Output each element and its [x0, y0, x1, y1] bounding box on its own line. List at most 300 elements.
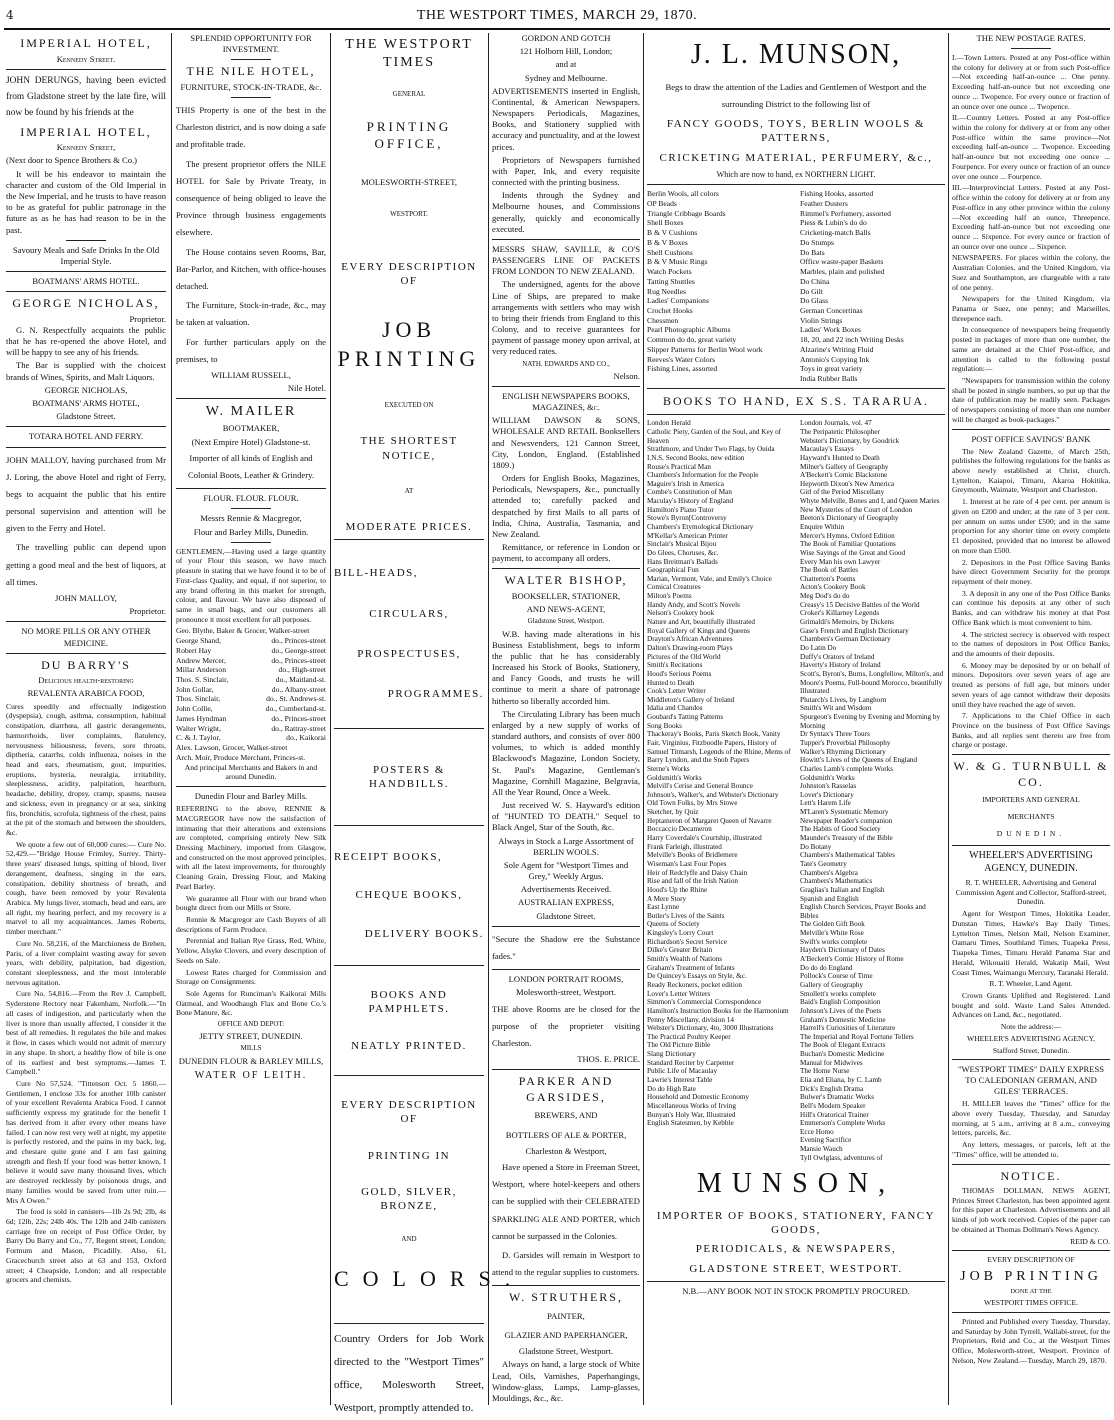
list-item: Pollock's Course of Time	[800, 972, 873, 981]
list-item: Dr Syntax's Three Tours	[800, 730, 870, 739]
ad-text: The House contains seven Rooms, Bar, Bar-Parlor, and Kitchen, with office-houses detached.	[176, 246, 326, 291]
ad-subheading: BOTTLERS OF ALE & PORTER,	[505, 1129, 627, 1140]
agent-name: Thos. S. Sinclair,	[176, 675, 229, 685]
ad-heading: IMPERIAL HOTEL,	[20, 36, 152, 50]
agent-location: do., Albany-street	[271, 684, 326, 694]
divider	[334, 1323, 484, 1324]
agent-row	[176, 685, 326, 695]
list-item: Triangle Cribbage Boards	[647, 208, 726, 218]
list-item: Lover's Dictionary	[800, 790, 854, 799]
agent-name: C. & J. Taylor,	[176, 733, 221, 743]
ad-text: DUNEDIN FLOUR & BARLEY MILLS,	[178, 1055, 324, 1066]
divider	[647, 388, 945, 389]
agent-location: do., High-street	[278, 665, 326, 675]
ad-heading: PRINTING OFFICE,	[366, 119, 452, 152]
list-item: Grimaldi's Memoirs, by Dickens	[800, 618, 894, 627]
list-item: Do Bats	[800, 247, 825, 257]
ad-text: GLADSTONE STREET, WESTPORT.	[689, 1262, 903, 1275]
list-item: Hepworth Dixon's New America	[800, 479, 895, 488]
ad-subheading: FURNITURE, STOCK-IN-TRADE, &c.	[180, 81, 322, 92]
ad-text: Indents through the Sydney and Melbourne houses, and Commissions generally, quickly and economically executed.	[492, 190, 640, 234]
ad-subheading: AND NEWS-AGENT,	[526, 604, 606, 615]
list-item: Smith's Wealth of Nations	[647, 955, 723, 964]
ad-text: The Bar is supplied with the choicest brands of Wines, Spirits, and Malt Liquors.	[6, 360, 166, 382]
ad-signature: JOHN MALLOY,	[55, 593, 117, 604]
ad-text: IMPORTER OF BOOKS, STATIONERY, FANCY GOODS,	[656, 1209, 936, 1237]
ad-text: Lowest Rates charged for Commission and Storage on Consignments.	[176, 967, 326, 987]
list-item: Dilke's Greater Britain	[647, 946, 713, 955]
ad-signature: THOS. E. PRICE.	[577, 1054, 640, 1065]
divider	[1011, 48, 1051, 49]
list-item: Royal Gallery of Kings and Queens	[647, 626, 750, 635]
list-item: The Home Nurse	[800, 1067, 850, 1076]
ad-text: Importer of all kinds of English and Colonial Boots, Leather & Grindery.	[188, 452, 314, 480]
divider	[492, 1069, 640, 1070]
ad-text: GENTLEMEN,—Having used a large quantity of your Flour this season, we have much pleasure in stating that we have found it to be of First-class Quality, and equal, if not superior, to any brand offering in this market for strength, colour, and flavour. We have also disposed of same in small bags, and our customers all pronounce it most excellent for all purposes.	[176, 546, 326, 624]
list-item: Spurgeon's Evening by Evening and Morning by Morning	[800, 713, 941, 730]
list-item: Melvill's Cerise and General Bounce	[647, 782, 753, 791]
list-item: 18, 20, and 22 inch Writing Desks	[800, 335, 904, 345]
list-item: The Practical Poultry Keeper	[647, 1032, 731, 1041]
agent-row	[176, 753, 326, 763]
ad-text: Have opened a Store in Freeman Street, Westport, where hotel-keepers and others can be supplied with their CELEBRATED SPARKLING ALE AND PORTER, which cannot be surpassed in the Colonies.	[492, 1162, 640, 1241]
list-item: Do do High Rate	[647, 1084, 696, 1093]
ad-text: COLORS.	[334, 1265, 525, 1291]
divider	[492, 239, 640, 240]
column-rule	[330, 33, 331, 1405]
ad-subheading: 121 Holborn Hill, London;	[519, 46, 613, 57]
list-item: Graham's Treatment of Infants	[647, 963, 735, 972]
list-item: Shell Cushions	[647, 247, 693, 257]
list-item: Harrell's Curiosities of Literature	[800, 1024, 896, 1033]
list-item: OP Beads	[647, 199, 677, 209]
divider	[334, 539, 484, 540]
list-item: Swift's works complete	[800, 937, 868, 946]
ad-text: Sole Agent for "Westport Times and Grey," Weekly Argus.	[503, 859, 629, 882]
list-item: Bulwer's Dramatic Works	[800, 1093, 875, 1102]
ad-subheading: BOOTMAKER,	[222, 423, 280, 434]
list-item: Handy Andy, and Scott's Novels	[647, 600, 740, 609]
ad-text: MOLESWORTH-STREET,	[361, 177, 457, 188]
list-item: Heptameron of Margaret Queen of Navarre	[647, 816, 772, 825]
ad-text: THE SHORTEST NOTICE,	[360, 435, 458, 462]
list-item: B & V Cushions	[647, 228, 698, 238]
list-item: Household and Domestic Economy	[647, 1093, 750, 1102]
ad-subheading: Gladstone Street, Westport.	[527, 617, 605, 626]
ad-text: Savoury Meals and Safe Drinks In the Old Imperial Style.	[12, 244, 160, 266]
ad-text: The Circulating Library has been much enlarged by a new supply of works of standard authors, and consists of over 800 volumes, to which is added monthly Blackwood's Magazine, London Society, St. Paul's Magazine, Gentleman's Magazine, Cornhill Magazine, Belgravia, All the Year Round, Once a Week.	[492, 708, 640, 797]
list-item: Wise Sayings of the Great and Good	[800, 548, 906, 557]
agents-list	[176, 626, 326, 762]
list-item: Pearl Photographic Albums	[647, 325, 731, 335]
newspaper-title: THE WESTPORT TIMES, MARCH 29, 1870.	[416, 8, 698, 23]
list-item: Hood's Up the Rhine	[647, 885, 708, 894]
list-item: Alzarine's Writing Fluid	[800, 344, 874, 354]
ad-text: NEWSPAPERS. For places within the colony, the Australian Colonies, and the United Kingdom, via Suez and Southampton, are chargeable with a rate of one penny.	[952, 253, 1110, 292]
agent-name: Robert Hay	[176, 645, 212, 655]
list-item: Chambers's German Dictionary	[800, 635, 891, 644]
ad-text: (Next door to Spence Brothers & Co.)	[6, 155, 138, 166]
ad-text: BOOKS AND PAMPHLETS.	[368, 989, 450, 1016]
list-item: Enquire Within	[800, 522, 845, 531]
ad-text: Any letters, messages, or parcels, left at the "Times" office, will be attended to.	[952, 1140, 1110, 1159]
list-item: Bell's Modern Speaker	[800, 1101, 866, 1110]
ad-text: REFERRING to the above, RENNIE & MACGREGOR have now the satisfaction of intimating that their alterations and extensions are completed, comprising entirely New Silk Dressing Machinery, imported from Glasgow, and constructed on the most approved principles, with all the latest improvements, for thoroughly Cleaning Grain, Dressing Flour, and Making Pearl Barley.	[176, 804, 326, 891]
ad-subheading: BOOKSELLER, STATIONER,	[511, 591, 621, 602]
list-item: A'Beckett's Comic Blackstone	[800, 471, 888, 480]
list-item: Emmerson's Complete Works	[800, 1119, 886, 1128]
list-item: Marian, Vermont, Vale, and Emily's Choice	[647, 574, 772, 583]
list-item: Hamilton's Instruction Books for the Harmonium	[647, 1006, 789, 1015]
ad-subheading: Sydney and Melbourne.	[524, 72, 608, 83]
ad-subheading: IMPORTERS AND GENERAL	[982, 794, 1080, 804]
ad-text: NEATLY PRINTED.	[351, 1039, 467, 1052]
ad-text: EVERY DESCRIPTION OF	[341, 1098, 477, 1126]
list-item: Ladies' Work Boxes	[800, 325, 861, 335]
list-item: Nelson's Cookery book	[647, 609, 715, 618]
column-rule	[643, 33, 644, 1405]
ad-text: Cure No. 58,216, of the Marchioness de Brehen, Paris, of a liver complaint wasting away for seven years, with debility, palpitation, bad digestion, constant sleeplessness, and the most intolerable nervous agitation.	[6, 938, 166, 987]
masthead	[0, 0, 1114, 30]
list-item: Tupper's Proverbial Philosophy	[800, 739, 891, 747]
divider	[952, 1059, 1110, 1060]
ad-text: 7. Applications to the Chief Office in each Province on the business of Post Office Savings Banks, and all replies sent thereto are free from charge or postage.	[952, 711, 1110, 750]
ad-text: The New Zealand Gazette, of March 25th, publishes the following regulations for the banks as above newly established at Christ, church, Lyttelton, Kaiapoi, Timaru, Akaroa Hokitika, Greymouth, Waimate, Westport and Charleston.	[952, 446, 1110, 495]
divider	[6, 653, 166, 654]
list-item: The Old Picture Bible	[647, 1041, 711, 1050]
list-item: Whyte Melville, Bones and I, and Queen Maries	[800, 497, 940, 506]
divider	[952, 1164, 1110, 1165]
list-item: Wiseman's Last Four Popes	[647, 859, 727, 868]
column-2	[176, 33, 326, 1403]
list-item: Frank Farleigh, illustrated	[647, 842, 722, 851]
list-item: M'Laren's Systematic Memory	[800, 808, 889, 817]
ad-heading: Dunedin Flour and Barley Mills.	[194, 790, 308, 801]
list-item: Maguire's Irish in America	[647, 479, 724, 488]
divider	[231, 59, 271, 60]
ad-text: Newspapers for the United Kingdom, via Panama or Suez, one penny; and Marseilles, threepence each.	[952, 294, 1110, 323]
ad-heading: IMPERIAL HOTEL,	[20, 124, 152, 139]
list-item: Johnston's Rasselas	[800, 782, 857, 791]
ad-text: PRINTING IN	[367, 1149, 451, 1162]
list-item: Newspaper Reader's companion	[800, 816, 893, 825]
list-item: Milton's Poems	[647, 592, 692, 601]
list-item: Meg Dod's do do	[800, 592, 850, 601]
ad-text: G. N. Respectfully acquaints the public that he has re-opened the above Hotel, and will be happy to see any of his friends.	[6, 324, 166, 358]
agent-row	[176, 704, 326, 714]
agent-name: John Gollar,	[176, 684, 214, 694]
ad-heading: REVALENTA ARABICA FOOD,	[27, 688, 145, 699]
ad-signature: GEORGE NICHOLAS,	[44, 384, 128, 395]
list-item: Butler's Lives of the Saints	[647, 911, 725, 920]
ad-signature: Gladstone Street.	[56, 411, 116, 422]
ad-heading: TOTARA HOTEL AND FERRY.	[28, 431, 144, 442]
agent-location: do., Maitland-st.	[275, 675, 326, 685]
list-item: Sinclair's Musical Bijou	[647, 540, 717, 549]
ad-text: Stafford Street, Dunedin.	[992, 1045, 1070, 1055]
list-item: Shell Boxes	[647, 218, 684, 228]
ad-subheading: BREWERS, AND	[534, 1110, 598, 1121]
ad-text: 1. Interest at he rate of 4 per cent. per annum is given on £200 and under; at the rate of 3 per cent. per annum on sums under £500; and in the same proportion for any shorter time on every complete £1 deposited, provided that no interest be allowed on more than £500.	[952, 497, 1110, 555]
ad-heading: J. L. MUNSON,	[690, 39, 902, 70]
ad-subheading: PAINTER,	[547, 1310, 585, 1321]
list-item: Hayward's Hunted to Death	[800, 453, 880, 462]
divider	[231, 542, 271, 543]
imprint-text: Printed and Published every Tuesday, Thursday, and Saturday by John Tyrrell, Wallabi-street, for the Proprietors, Reid and Co., at the Westport Times Office, Molesworth-street, Westport. Province of Nelson, New Zealand.—Tuesday, March 29, 1870.	[952, 1316, 1110, 1365]
list-item: Dalton's Drawing-room Plays	[647, 643, 733, 652]
list-item: Do Latin Do	[800, 643, 837, 652]
books-list-left	[647, 419, 792, 1162]
list-item: Graglias's Italian and English	[800, 885, 885, 894]
list-item: Reeves's Water Colors	[647, 354, 716, 364]
agent-location: do., Cumberland-st.	[265, 704, 326, 714]
list-item: Webster's Dictionary, 4to, 3000 Illustrations	[647, 1024, 774, 1033]
list-item: Feather Dusters	[800, 199, 848, 209]
ad-text: CHEQUE BOOKS,	[355, 889, 463, 902]
divider	[334, 1075, 484, 1076]
agent-name: Alex. Lawson, Grocer, Walker-street	[176, 743, 288, 753]
list-item: Croker's Killarney Legends	[800, 609, 880, 618]
ad-text: THE above Rooms are be closed for the purpose of the proprieter visiting Charleston.	[492, 1003, 640, 1048]
list-item: Rimmel's Perfumery, assorted	[800, 208, 891, 218]
ad-text: GOLD, SILVER, BRONZE,	[361, 1185, 457, 1213]
ad-subheading: GLAZIER AND PAPERHANGER,	[504, 1330, 628, 1341]
list-item: Heir of Redclyffe and Daisy Chain	[647, 868, 748, 877]
ad-text: Always on hand, a large stock of White Lead, Oils, Varnishes, Paperhangings, Window-glass, Lamps, Lamp-glasses, Mouldings, &c., &c.	[492, 1359, 640, 1403]
divider	[647, 1281, 945, 1282]
ad-text: EXECUTED ON	[384, 401, 434, 410]
ad-text: 4. The strictest secrecy is observed with respect to the names of depositors in Post Office Banks, and the amounts of their deposits.	[952, 629, 1110, 658]
column-rule	[171, 33, 172, 1405]
ad-text: In consequence of newspapers being frequently posted in packages of more than one number, the same are detained at the Chief Post-office, and attention is called to the following postal regulation:—	[952, 325, 1110, 374]
ad-text: "Newspapers for transmission within the colony shall be posted in single numbers, so put up that the date of publication may be readily seen. Packages of newspapers consisting of more than one number will be charged as book-packages."	[952, 376, 1110, 424]
column-rule	[488, 33, 489, 1405]
list-item: Combe's Constitution of Man	[647, 488, 732, 497]
list-item: Sketcher, by Quiz	[647, 808, 699, 817]
divider	[176, 786, 326, 787]
ad-text: THOMAS DOLLMAN, NEWS AGENT, Princes Street Charleston, has been appointed agent for this paper at Charleston. Advertisements and all kinds of job work received. Copies of the paper can be obtained at Thomas Dollman's News Agency.	[952, 1185, 1110, 1234]
list-item: Goldsmith's Works	[800, 773, 855, 782]
ad-heading: WALTER BISHOP,	[504, 573, 628, 588]
ad-text: Orders for English Books, Magazines, Periodicals, Newspapers, &c., punctually attended to; carefully packed and despatched by first Mails to all parts of India, China, Australia, Tasmania, and New Zealand.	[492, 473, 640, 539]
ad-text: DONE AT THE	[1010, 1287, 1052, 1295]
books-list-right	[800, 419, 945, 1162]
ad-heading: "WESTPORT TIMES" DAILY EXPRESS TO CALEDONIAN GERMAN, AND GILES' TERRACES.	[957, 1064, 1105, 1097]
agent-row	[176, 646, 326, 656]
agent-row	[176, 665, 326, 675]
ad-subheading: Charleston & Westport,	[525, 1145, 607, 1156]
ad-text: R. T. WHEELER, Advertising and General Commission Agent and Collector, Stafford-street, Dunedin.	[955, 878, 1107, 907]
list-item: Miscellaneous Works of Irving	[647, 1101, 736, 1110]
list-item: Boccaccio Decameron	[647, 825, 712, 834]
ad-signature: NATH. EDWARDS AND CO.,	[522, 359, 610, 368]
list-item: B & V Music Rings	[647, 257, 708, 267]
ad-text: D. Garsides will remain in Westport to attend to the regular supplies to customers.	[492, 1249, 640, 1278]
list-item: Beeton's Dictionary of Geography	[800, 514, 899, 523]
list-item: Fishing Lines, assorted	[647, 364, 718, 374]
list-item: Toys in great variety	[800, 364, 863, 374]
column-5	[647, 33, 945, 1403]
ad-text: Cure No. 54,816.—From the Rev J. Campbell, Syderstone Rectory near Fakenham, Norfolk.—"In all cases of indigestion, and particularly when the liver is more than usually affected, I consider it the best of all remedies. It regulates the bile and makes it flow, in cases which would not admit of mercury in any shape. In short, a healthy flow of bile is one of its earliest and best symptoms.—James T. Campbell."	[6, 989, 166, 1077]
list-item: Maunder's Treasury of the Bible	[800, 834, 893, 843]
divider	[952, 845, 1110, 846]
ad-subheading: Proprietor.	[129, 313, 166, 324]
ad-text: AND	[401, 1235, 417, 1244]
list-item: Charles Lamb's complete Works	[800, 764, 894, 773]
list-item: Melville's Books of Bridlemere	[647, 851, 738, 860]
list-item: Sterne's Works	[647, 764, 690, 773]
list-item: Buchan's Domestic Medicine	[800, 1050, 885, 1059]
list-item: Do do do England	[800, 963, 853, 972]
divider	[6, 447, 166, 448]
ad-subheading: Molesworth-street, Westport.	[515, 987, 617, 998]
list-item: Goldsmith's Works	[647, 773, 702, 782]
list-item: London Journals, vol. 47	[800, 419, 872, 428]
list-item: Chambers's Etymological Dictionary	[647, 522, 754, 531]
divider	[492, 386, 640, 387]
ad-text: Perennial and Italian Rye Grass, Red, White, Yellow, Alsyke Clovers, and every description of Seeds on Sale.	[176, 936, 326, 965]
list-item: Pictures of the Old World	[647, 652, 721, 661]
list-item: Song Books	[647, 721, 682, 730]
ad-text: "Secure the Shadow ere the Substance fades."	[492, 933, 640, 961]
list-item: Marbles, plain and polished	[800, 267, 885, 277]
list-item: Girl of the Period Miscellany	[800, 488, 885, 497]
list-item: Scott's, Byron's, Burns, Longfellow, Milton's, and Moore's Poems, Full-bound Morocco, beautifully Illustrated	[800, 669, 944, 696]
ad-text: RECEIPT BOOKS,	[334, 851, 443, 864]
ad-heading: BOATMANS' ARMS HOTEL.	[32, 276, 140, 287]
agent-row	[176, 694, 326, 704]
ad-text: CRICKETING MATERIAL, PERFUMERY, &c.,	[659, 151, 933, 164]
ad-heading: W. & G. TURNBULL & CO.	[953, 759, 1109, 789]
list-item: Evening Sacrifice	[800, 1136, 852, 1145]
agent-row	[176, 733, 326, 743]
list-item: Gallery of Geography	[800, 980, 864, 989]
list-item: English Statesmen, by Kebble	[647, 1119, 734, 1128]
ad-text: Agent for Westport Times, Hokitika Leader, Dunstan Times, Hawke's Bay Daily Times, Lyttelton Times, Nelson Mail, Nelson Examiner, Oamaru Times, Southland Times, Tuapeka Press, Tuapeka Times, Timaru Herald Panama Star and Herald, Wikouaiti Herald, Wakatip Mail, West Coast Times, Waimangu Mercury, Taranaki Herald.	[952, 909, 1110, 977]
ad-text: FANCY GOODS, TOYS, BERLIN WOOLS & PATTERNS,	[666, 118, 926, 145]
list-item: Richardson's Secret Service	[647, 937, 727, 946]
list-item: Smith's Wit and Wisdom	[800, 704, 872, 713]
list-item: Johnson's Lives of the Poets	[800, 1006, 882, 1015]
ad-text: We guarantee all Flour with our brand when bought direct from our Mills or Store.	[176, 893, 326, 913]
ad-text: JOHN MALLOY, having purchased from Mr J. Loring, the above Hotel and right of Ferry, begs to acquaint the public that his entire personal supervision and attention will be given to the Ferry and Hotel.	[6, 454, 166, 534]
list-item: Piess & Lubin's do do	[800, 218, 867, 228]
ad-text: DELIVERY BOOKS.	[364, 927, 484, 940]
agent-name: Thos. Sinclair,	[176, 694, 221, 704]
ad-heading: FLOUR. FLOUR. FLOUR.	[203, 493, 299, 504]
agent-name: Andrew Mercer,	[176, 655, 226, 665]
agent-location: do., St. Andrews-st.	[266, 694, 326, 704]
list-item: Stowe's Byron[Controversy	[647, 514, 727, 523]
list-item: Common do do, great variety	[647, 335, 737, 345]
list-item: Lawrie's Interest Table	[647, 1075, 713, 1084]
ad-text: The present proprietor offers the NILE HOTEL for Sale by Private Treaty, in consequence of being obliged to leave the Province through business engagements elsewhere.	[176, 158, 326, 238]
list-item: Simmon's Commercial Correspondence	[647, 998, 762, 1007]
list-item: Ready Reckoners, pocket edition	[647, 980, 743, 989]
list-item: Walker's Rhyming Dictionary	[800, 747, 886, 756]
ad-text: PROGRAMMES.	[387, 688, 484, 701]
ad-text: Advertisements Received.	[520, 884, 612, 895]
divider	[334, 965, 484, 966]
list-item: Strathmore, and Under Two Flags, by Ouida	[647, 445, 775, 454]
list-item: Lover's Letter Writers	[647, 989, 711, 998]
ad-signature: Proprietor.	[129, 606, 166, 617]
ad-text: For further particulars apply on the premises, to	[176, 336, 326, 364]
ad-text: OFFICE AND DEPOT:	[217, 1020, 285, 1029]
divider	[6, 69, 166, 70]
list-item: A'Beckett's Comic History of Rome	[800, 955, 904, 964]
list-item: Violin Strings	[800, 315, 843, 325]
ad-heading: PARKER AND GARSIDES,	[518, 1074, 614, 1104]
ad-text: Cure No 57,524. "Tittenson Oct. 5 1860.—Gentlemen, I enclose 33s for another 10lb canister of your excellent Revalenta Arabica Food. I cannot sufficiently express my gratitude for the benefit I has derived from it after every other means have failed. I can now rest very well at night, my appetite is perfectly restored, and the pains in my back, leg, and chestare quite gone and I am fast gaining strength and flesh If your food was better known, I believe it would save many thousand lives, which are destroyed recklessly by poisonous drugs, and many families would be saved from utter ruin.— Mrs A Owen."	[6, 1078, 166, 1205]
ad-text: The Furniture, Stock-in-trade, &c., may be taken at valuation.	[176, 300, 326, 328]
ad-subheading: Kennedy Street,	[56, 142, 116, 153]
ad-text: Flour and Barley Mills, Dunedin.	[193, 526, 309, 537]
ad-text: WATER OF LEITH.	[194, 1069, 308, 1081]
list-item: The Book of Elegant Extracts	[800, 1041, 886, 1050]
divider	[952, 429, 1110, 430]
list-item: Thackeray's Books, Paris Sketch Book, Vanity Fair, Virginius, Fitzboodle Papers, History of Samuel Titmarsh, Legends of the Rhine, Mems of Barry Lyndon, and the Snob Papers	[647, 730, 791, 765]
ad-subheading: MERCHANTS	[1007, 812, 1055, 822]
ad-subheading: Kennedy Street.	[56, 53, 116, 64]
list-item: Kingsley's Lorry Court	[647, 929, 714, 938]
list-item: Slang Dictionary	[647, 1050, 696, 1059]
agent-name: Geo. Blythe, Baker & Grocer, Walker-street	[176, 626, 310, 636]
divider	[952, 1312, 1110, 1313]
list-item: Gase's French and English Dictionary	[800, 626, 909, 635]
divider	[492, 1285, 640, 1286]
ad-text: R. T. Wheeler, Land Agent.	[989, 979, 1073, 989]
list-item: The Book of Battles	[800, 566, 859, 575]
divider	[647, 184, 945, 185]
agent-row	[176, 656, 326, 666]
list-item: Office waste-paper Baskets	[800, 257, 884, 267]
agent-row	[176, 636, 326, 646]
divider	[952, 754, 1110, 755]
list-item: Johnson's, Walker's, and Webster's Dictionary	[647, 790, 779, 799]
ad-text: JOHN DERUNGS, having been evicted from Gladstone street by the late fire, will now be found by his friends at the	[6, 75, 166, 118]
list-item: Lett's Harem Life	[800, 799, 851, 808]
ad-text: N.B.—ANY BOOK NOT IN STOCK PROMPTLY PROCURED.	[682, 1285, 910, 1296]
divider	[492, 568, 640, 569]
ad-text: W.B. having made alterations in his Business Establishment, begs to inform the public that he has considerably Increased his Stock of Books, Stationery, and Fancy Goods, and trusts he will continue to merit a share of patronage hitherto so liberally accorded him.	[492, 628, 640, 706]
agent-row	[176, 714, 326, 724]
ad-subheading: Gladstone Street.	[536, 910, 596, 921]
agent-row	[176, 626, 326, 636]
ad-text: THIS Property is one of the best in the Charleston district, and is now doing a safe and profitable trade.	[176, 105, 326, 150]
ad-signature: REID & CO.	[1070, 1236, 1110, 1246]
list-item: I.N.S. Second Books, new edition	[647, 453, 745, 462]
ad-text: Messrs Rennie & Macgregor,	[200, 513, 302, 524]
ad-text: AT	[404, 486, 414, 495]
ad-signature: Nelson.	[613, 370, 640, 381]
list-item: Rise and fall of the Irish Nation	[647, 877, 739, 886]
ad-heading: THE NILE HOTEL,	[186, 64, 316, 79]
agent-row	[176, 724, 326, 734]
goods-list-right	[800, 189, 945, 383]
list-item: Drayton's African Adventures	[647, 635, 733, 644]
agent-name: Millar Anderson	[176, 665, 226, 675]
ad-text: And principal Merchants and Bakers in and around Dunedin.	[184, 762, 318, 782]
list-item: Macaulay's Essays	[800, 445, 854, 454]
column-4	[492, 33, 640, 1403]
ad-text: Sole Agents for Runciman's Kaikorai Mills Oatmeal, and Woodhaugh Flax and Bone Co.'s Bone Manure, &c.	[176, 989, 326, 1018]
divider	[492, 926, 640, 927]
ad-heading: W. MAILER	[205, 404, 297, 420]
ad-text: I.—Town Letters. Posted at any Post-office within the colony for delivery at or from such Post-office—Not exceeding half-an-ounce ... One penny. Exceeding half-an-ounce but not exceeding one ounce ... Twopence. For every ounce or fraction of an ounce over one ounce ... Twopence.	[952, 53, 1110, 111]
list-item: Hamilton's Piano Tutor	[647, 505, 714, 514]
ad-text: The travelling public can depend upon getting a good meal and the best of liquors, at all times.	[6, 542, 166, 587]
